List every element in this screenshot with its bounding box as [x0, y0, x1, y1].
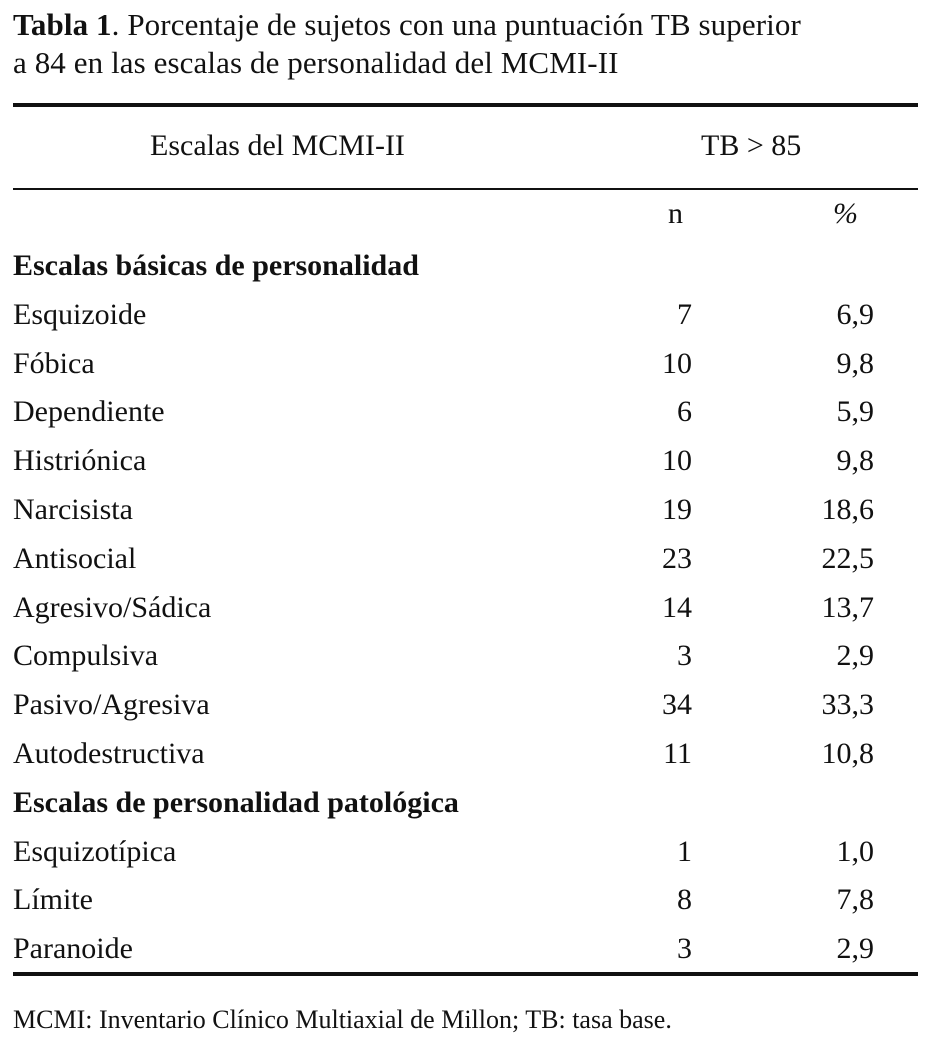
caption-text-line-2: a 84 en las escalas de personalidad del MCMI-II	[13, 45, 619, 80]
table-row	[13, 486, 918, 534]
table-row	[13, 340, 918, 388]
bottom-rule	[13, 972, 918, 976]
table-row	[13, 681, 918, 729]
scale-label: Histriónica	[13, 444, 147, 478]
pct-cell: 10,8	[821, 737, 874, 770]
table-row	[13, 925, 918, 973]
table-row	[13, 584, 918, 632]
section-title: Escalas básicas de personalidad	[13, 249, 419, 282]
table-row	[13, 437, 918, 485]
header-scales-label: Escalas del MCMI-II	[150, 129, 405, 162]
pct-cell: 6,9	[836, 297, 874, 331]
n-cell: 11	[663, 737, 692, 770]
pct-cell: 7,8	[836, 883, 874, 917]
table-row	[13, 828, 918, 876]
header-pct-label: %	[833, 197, 858, 230]
scale-label: Fóbica	[13, 346, 95, 380]
pct-cell: 9,8	[836, 444, 874, 478]
caption-label: Tabla 1	[13, 7, 112, 42]
n-cell: 7	[677, 297, 692, 331]
section-header-row	[13, 779, 918, 827]
pct-cell: 18,6	[821, 493, 874, 526]
pct-cell: 22,5	[821, 541, 874, 575]
n-cell: 1	[677, 834, 692, 868]
n-cell: 23	[662, 541, 692, 575]
scale-label: Autodestructiva	[13, 737, 205, 770]
n-cell: 10	[662, 444, 692, 478]
scale-label: Pasivo/Agresiva	[13, 688, 210, 722]
table-row	[13, 535, 918, 583]
pct-cell: 9,8	[836, 346, 874, 380]
n-cell: 8	[677, 883, 692, 917]
scale-label: Esquizotípica	[13, 834, 177, 868]
pct-cell: 2,9	[836, 932, 874, 966]
table-row	[13, 632, 918, 680]
header-rule	[13, 188, 918, 190]
pct-cell: 1,0	[836, 834, 874, 868]
header-n-label: n	[668, 197, 683, 230]
scale-label: Agresivo/Sádica	[13, 590, 212, 624]
scale-label: Dependiente	[13, 395, 165, 429]
n-cell: 6	[677, 395, 692, 429]
n-cell: 14	[662, 590, 692, 624]
scale-label: Esquizoide	[13, 297, 147, 331]
pct-cell: 33,3	[821, 688, 874, 722]
table-row	[13, 291, 918, 339]
table-row	[13, 388, 918, 436]
scale-label: Paranoide	[13, 932, 133, 966]
scale-label: Antisocial	[13, 541, 137, 575]
top-rule	[13, 103, 918, 107]
table-row	[13, 730, 918, 778]
section-title: Escalas de personalidad patológica	[13, 785, 459, 819]
scale-label: Límite	[13, 883, 93, 917]
table-footnote: MCMI: Inventario Clínico Multiaxial de Millon; TB: tasa base.	[13, 1005, 672, 1034]
scale-label: Compulsiva	[13, 639, 159, 673]
section-header-row	[13, 242, 918, 290]
caption-text-line-1: . Porcentaje de sujetos con una puntuación TB superior	[111, 7, 801, 42]
pct-cell: 2,9	[836, 639, 874, 673]
scale-label: Narcisista	[13, 493, 133, 526]
pct-cell: 13,7	[821, 590, 874, 624]
n-cell: 3	[677, 639, 692, 673]
header-tb-group-label: TB > 85	[701, 129, 802, 162]
pct-cell: 5,9	[836, 395, 874, 429]
n-cell: 34	[662, 688, 692, 722]
table-row	[13, 876, 918, 924]
n-cell: 19	[662, 493, 692, 526]
n-cell: 10	[662, 346, 692, 380]
n-cell: 3	[677, 932, 692, 966]
caption-line-1	[13, 6, 933, 44]
table-caption	[13, 6, 933, 82]
